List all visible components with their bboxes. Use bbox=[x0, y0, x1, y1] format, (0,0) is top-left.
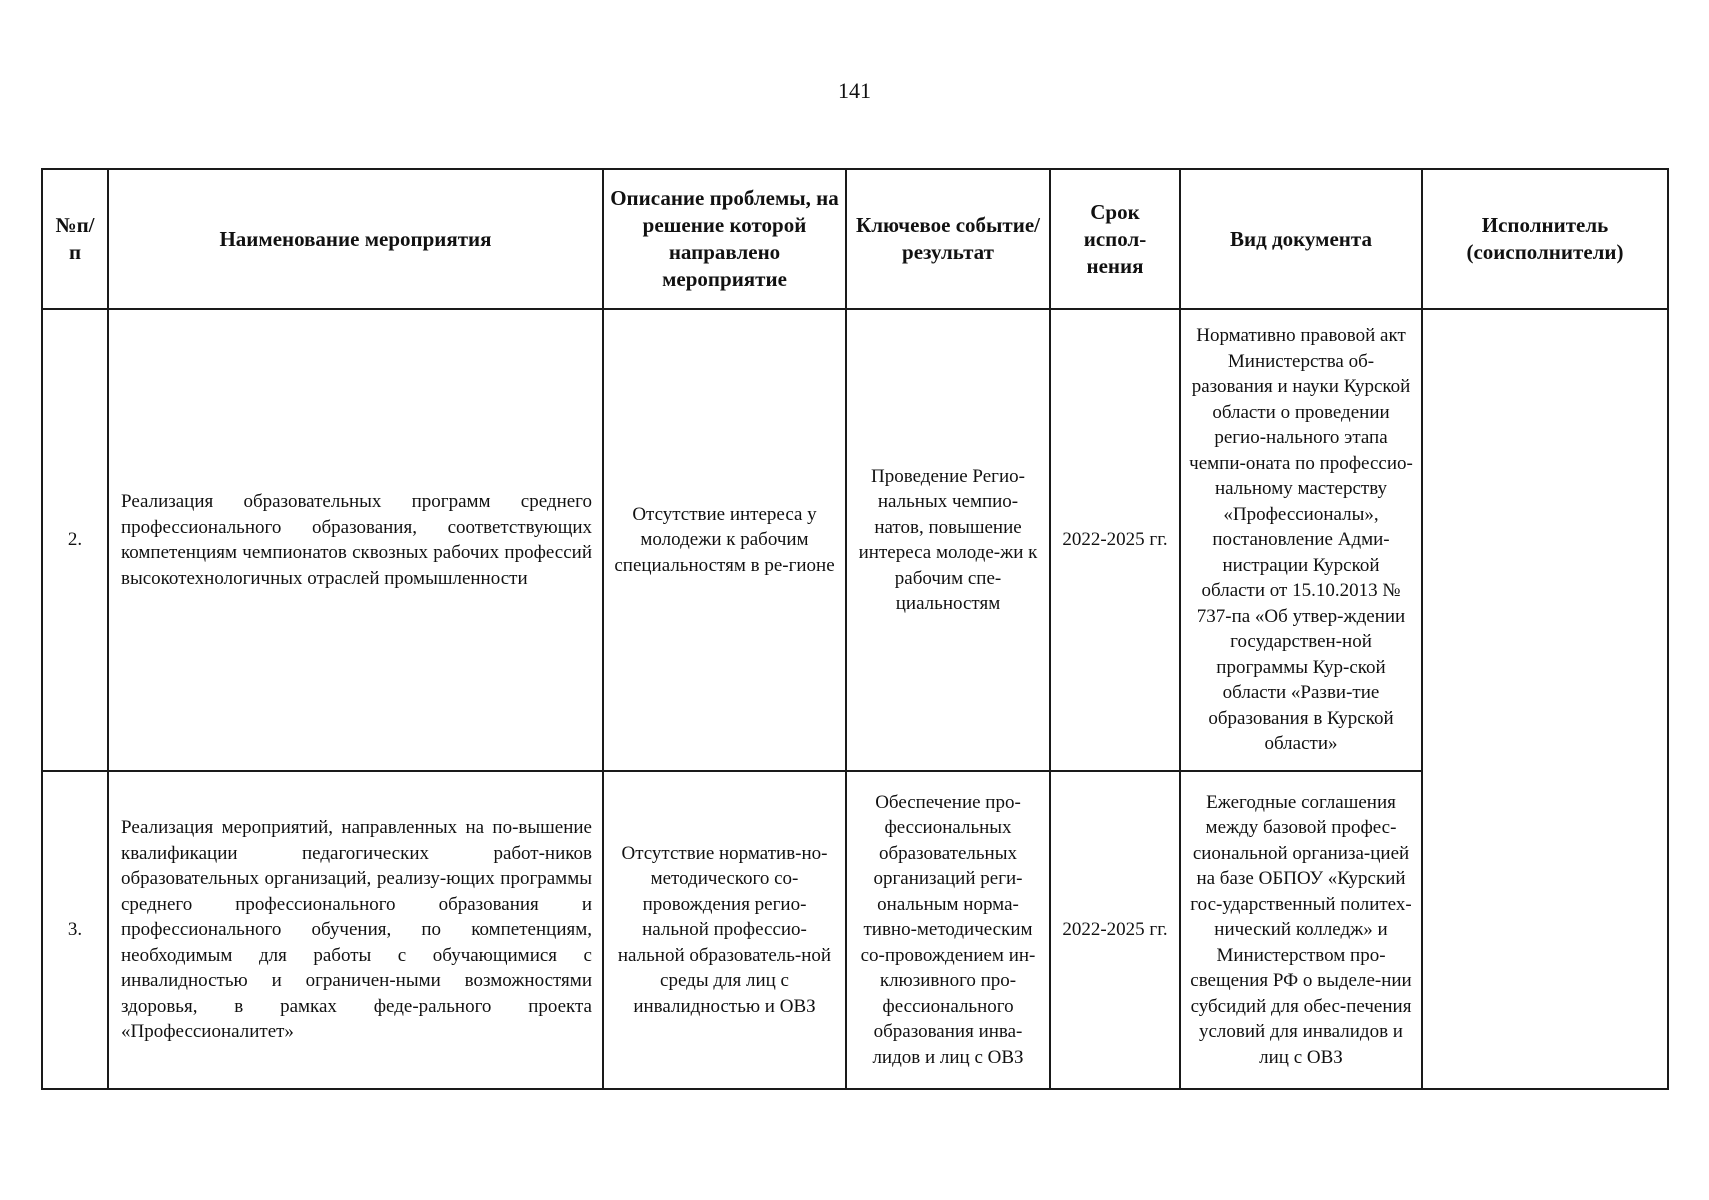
measure-name: Реализация образовательных программ среднего профессионального образования, соответствующих компетенциям чемпионатов сквозных рабочих профессий высокотехнологичных отраслей промышленности bbox=[108, 309, 603, 771]
measures-table bbox=[41, 168, 1669, 1090]
document-type: Нормативно правовой акт Министерства об-разования и науки Курской области о проведении регио-нального этапа чемпи-оната по профессио-нальному мастерству «Профессионалы», постановление Адми-нистрации Курской области от 15.10.2013 № 737-па «Об утвер-ждении государствен-ной программы Кур-ской области «Разви-тие образования в Курской области» bbox=[1180, 309, 1422, 771]
key-result: Обеспечение про-фессиональных образовательных организаций реги-ональным норма-тивно-методическим со-провождением ин-клюзивного про-фессионального образования инва-лидов и лиц с ОВЗ bbox=[846, 771, 1050, 1089]
page-number: 141 bbox=[838, 78, 871, 103]
header-document-type: Вид документа bbox=[1180, 169, 1422, 309]
term: 2022-2025 гг. bbox=[1050, 309, 1180, 771]
row-number: 2. bbox=[42, 309, 108, 771]
problem-description: Отсутствие норматив-но-методического со-провождения регио-нальной профессио-нальной образователь-ной среды для лиц с инвалидностью и ОВЗ bbox=[603, 771, 846, 1089]
row-number: 3. bbox=[42, 771, 108, 1089]
header-term: Срок испол- нения bbox=[1050, 169, 1180, 309]
executor bbox=[1422, 309, 1668, 1089]
table-row bbox=[42, 309, 1668, 771]
header-key-result: Ключевое событие/ результат bbox=[846, 169, 1050, 309]
document-type: Ежегодные соглашения между базовой профес-сиональной организа-цией на базе ОБПОУ «Курский гос-ударственный политех-нический колледж» и Министерством про-свещения РФ о выделе-нии субсидий для обес-печения условий для инвалидов и лиц с ОВЗ bbox=[1180, 771, 1422, 1089]
header-problem-description: Описание проблемы, на решение которой направлено мероприятие bbox=[603, 169, 846, 309]
key-result: Проведение Регио-нальных чемпио-натов, повышение интереса молоде-жи к рабочим спе-циальностям bbox=[846, 309, 1050, 771]
term: 2022-2025 гг. bbox=[1050, 771, 1180, 1089]
problem-description: Отсутствие интереса у молодежи к рабочим специальностям в ре-гионе bbox=[603, 309, 846, 771]
table-header-row bbox=[42, 169, 1668, 309]
header-number: №п/ п bbox=[42, 169, 108, 309]
header-measure-name: Наименование мероприятия bbox=[108, 169, 603, 309]
header-executor: Исполнитель (соисполнители) bbox=[1422, 169, 1668, 309]
measure-name: Реализация мероприятий, направленных на по-вышение квалификации педагогических работ-ников образовательных организаций, реализу-ющих программы среднего профессионального образования и профессионального обучения, по компетенциям, необходимым для работы с обучающимися с инвалидностью и ограничен-ными возможностями здоровья, в рамках феде-рального проекта «Профессионалитет» bbox=[108, 771, 603, 1089]
